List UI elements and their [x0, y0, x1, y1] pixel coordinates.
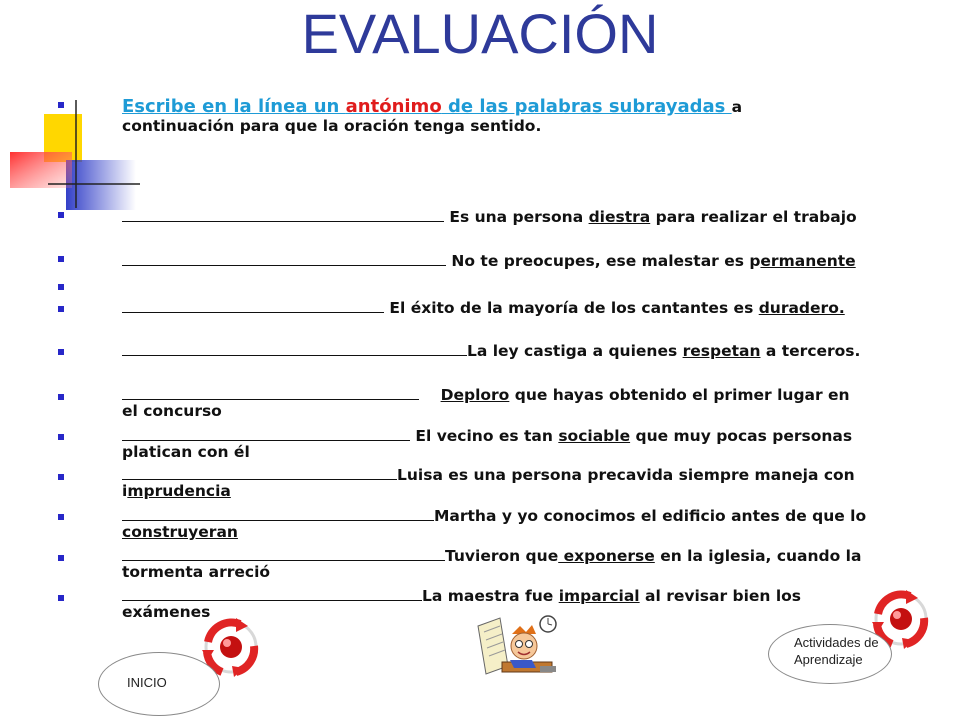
bullet-icon — [58, 212, 64, 218]
underlined-word: Deploro — [440, 386, 510, 404]
underlined-word: sociable — [558, 427, 631, 445]
item-continuation: platican con él — [122, 443, 250, 461]
activities-label-line1: Actividades de — [794, 635, 879, 650]
answer-blank[interactable] — [122, 585, 422, 601]
exercise-item — [122, 585, 801, 605]
underlined-word: ermanente — [760, 252, 856, 270]
bullet-icon — [58, 284, 64, 290]
underlined-word: respetan — [682, 342, 761, 360]
underlined-word: exponerse — [558, 547, 655, 565]
exercise-item — [122, 206, 857, 226]
underlined-word: mprudencia — [127, 482, 231, 500]
answer-blank[interactable] — [122, 250, 446, 266]
underlined-word: diestra — [588, 208, 651, 226]
item-continuation: tormenta arreció — [122, 563, 271, 581]
answer-blank[interactable] — [122, 505, 434, 521]
exercise-item — [122, 250, 856, 270]
exercise-item — [122, 297, 845, 317]
bullet-icon — [58, 256, 64, 262]
item-text: El éxito de la mayoría de los cantantes es — [384, 299, 759, 317]
item-text: No te preocupes, ese malestar es p — [446, 252, 761, 270]
item-continuation: el concurso — [122, 402, 222, 420]
instruction-part1: Escribe en la línea un — [122, 96, 346, 117]
bullet-icon — [58, 306, 64, 312]
exercise-item — [122, 425, 852, 445]
bullet-icon — [58, 474, 64, 480]
bullet-icon — [58, 555, 64, 561]
exercise-item — [122, 545, 861, 565]
exercise-item — [122, 505, 866, 525]
answer-blank[interactable] — [122, 384, 419, 400]
underlined-word: construyeran — [122, 523, 238, 541]
answer-blank[interactable] — [122, 425, 410, 441]
bullet-icon — [58, 394, 64, 400]
item-continuation — [122, 482, 231, 500]
item-text: i — [122, 482, 128, 500]
item-text: para realizar el trabajo — [650, 208, 857, 226]
instruction-part4: a — [731, 98, 743, 116]
exercise-item — [122, 464, 855, 484]
answer-blank[interactable] — [122, 545, 445, 561]
item-text: Martha y yo conocimos el edificio antes de que lo — [434, 507, 867, 525]
answer-blank[interactable] — [122, 297, 384, 313]
item-text: La ley castiga a quienes — [467, 342, 683, 360]
answer-blank[interactable] — [122, 340, 467, 356]
item-continuation: exámenes — [122, 603, 211, 621]
answer-blank[interactable] — [122, 206, 444, 222]
item-text: que hayas obtenido el primer lugar en — [509, 386, 850, 404]
page-title: EVALUACIÓN — [301, 2, 659, 65]
instruction-part3: de las palabras subrayadas — [441, 96, 732, 117]
bullet-icon — [58, 434, 64, 440]
item-text: Tuvieron que — [445, 547, 559, 565]
underlined-word: imparcial — [558, 587, 640, 605]
item-continuation — [122, 523, 238, 541]
activities-button[interactable] — [768, 624, 892, 684]
answer-blank[interactable] — [122, 464, 397, 480]
exercise-item — [122, 384, 850, 404]
item-text: Luisa es una persona precavida siempre maneja con — [397, 466, 855, 484]
instruction-keyword: antónimo — [345, 96, 442, 117]
item-text: Es una persona — [444, 208, 589, 226]
item-text: a terceros. — [760, 342, 861, 360]
corner-decoration — [0, 100, 140, 210]
item-text — [419, 386, 441, 404]
bullet-icon — [58, 514, 64, 520]
exercise-item — [122, 340, 860, 360]
home-button[interactable] — [98, 652, 220, 716]
instruction-line2: continuación para que la oración tenga sentido. — [122, 117, 542, 135]
item-text: al revisar bien los — [639, 587, 802, 605]
item-text: La maestra fue — [422, 587, 559, 605]
item-text: que muy pocas personas — [630, 427, 853, 445]
bullet-icon — [58, 595, 64, 601]
home-label: INICIO — [127, 675, 167, 690]
instruction-text — [122, 96, 742, 117]
item-text: El vecino es tan — [410, 427, 559, 445]
student-clipart — [472, 612, 572, 682]
activities-label-line2: Aprendizaje — [794, 652, 863, 667]
item-text: en la iglesia, cuando la — [654, 547, 862, 565]
underlined-word: duradero. — [758, 299, 845, 317]
bullet-icon — [58, 102, 64, 108]
bullet-icon — [58, 349, 64, 355]
